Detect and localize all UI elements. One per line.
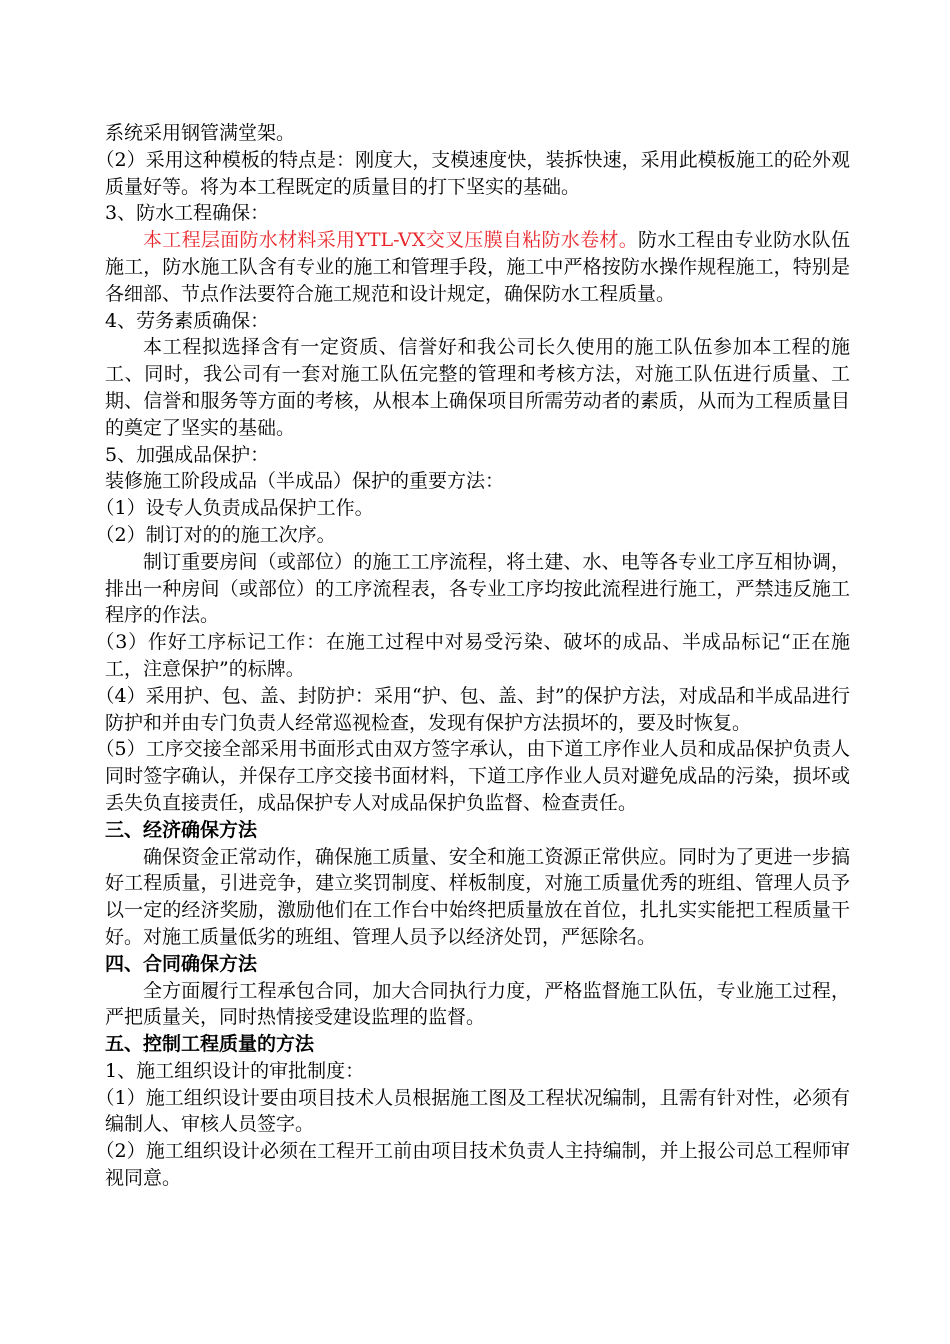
section-subheading: 1、施工组织设计的审批制度：: [105, 1059, 365, 1082]
section-subheading: 5、加强成品保护：: [105, 443, 270, 466]
paragraph: （3）作好工序标记工作：在施工过程中对易受污染、破坏的成品、半成品标记“正在施工，注意保护”的标牌。: [95, 631, 850, 680]
highlighted-text: 本工程层面防水材料采用YTL-VX交叉压膜自粘防水卷材。: [143, 229, 638, 252]
paragraph: 装修施工阶段成品（半成品）保护的重要方法：: [105, 470, 505, 493]
paragraph: 全方面履行工程承包合同，加大合同执行力度，严格监督施工队伍，专业施工过程，严把质量关，同时热情接受建设监理的监督。: [105, 979, 850, 1029]
paragraph: （1）施工组织设计要由项目技术人员根据施工图及工程状况编制，且需有针对性，必须有编制人、审核人员签字。: [95, 1086, 850, 1136]
paragraph: 系统采用钢管满堂架。: [105, 122, 296, 144]
paragraph: （1）设专人负责成品保护工作。: [95, 497, 374, 520]
paragraph: （2）采用这种模板的特点是：刚度大，支模速度快，装拆快速，采用此模板施工的砼外观质量好等。将为本工程既定的质量目的打下坚实的基础。: [95, 148, 850, 198]
paragraph: 本工程拟选择含有一定资质、信誉好和我公司长久使用的施工队伍参加本工程的施工、同时，我公司有一套对施工队伍完整的管理和考核方法，对施工队伍进行质量、工期、信誉和服务等方面的考核，从根本上确保项目所需劳动者的素质，从而为工程质量目的奠定了坚实的基础。: [105, 336, 850, 439]
section-heading: 四、合同确保方法: [105, 952, 258, 975]
paragraph-text: 防水工程由专业防水队伍施工，防水施工队含有专业的施工和管理手段，施工中严格按防水操作规程施工，特别是各细部、节点作法要符合施工规范和设计规定，确保防水工程质量。: [105, 229, 850, 305]
document-body: [95, 120, 850, 1192]
paragraph: 确保资金正常动作，确保施工质量、安全和施工资源正常供应。同时为了更进一步搞好工程质量，引进竞争，建立奖罚制度、样板制度，对施工质量优秀的班组、管理人员予以一定的经济奖励，激励他们在工作台中始终把质量放在首位，扎扎实实能把工程质量干好。对施工质量低劣的班组、管理人员予以经济处罚，严惩除名。: [105, 845, 850, 948]
paragraph: （5）工序交接全部采用书面形式由双方签字承认，由下道工序作业人员和成品保护负责人同时签字确认，并保存工序交接书面材料，下道工序作业人员对避免成品的污染，损坏或丢失负直接责任，成品保护专人对成品保护负监督、检查责任。: [95, 738, 850, 814]
paragraph: （2）施工组织设计必须在工程开工前由项目技术负责人主持编制，并上报公司总工程师审视同意。: [95, 1140, 850, 1190]
paragraph: 制订重要房间（或部位）的施工工序流程，将土建、水、电等各专业工序互相协调，排出一种房间（或部位）的工序流程表，各专业工序均按此流程进行施工，严禁违反施工程序的作法。: [105, 550, 850, 627]
paragraph: （2）制订对的的施工次序。: [95, 523, 336, 546]
paragraph: [105, 227, 850, 307]
section-subheading: 4、劳务素质确保：: [105, 309, 270, 332]
section-heading: 三、经济确保方法: [105, 818, 258, 841]
paragraph: （4）采用护、包、盖、封防护：采用“护、包、盖、封”的保护方法，对成品和半成品进行防护和并由专门负责人经常巡视检查，发现有保护方法损坏的，要及时恢复。: [95, 684, 850, 734]
section-heading: 五、控制工程质量的方法: [105, 1033, 315, 1056]
section-subheading: 3、防水工程确保：: [105, 202, 270, 225]
